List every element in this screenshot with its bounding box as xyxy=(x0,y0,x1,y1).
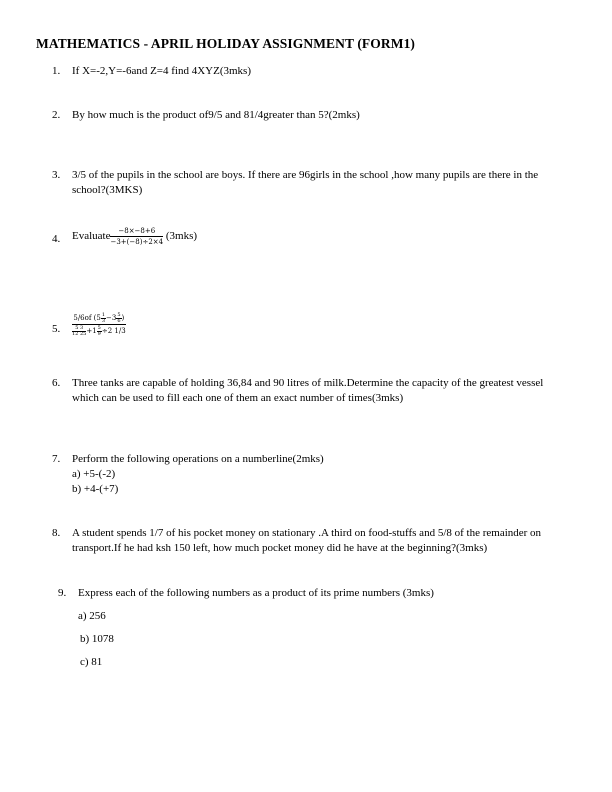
part-b: b) 1078 xyxy=(80,633,114,645)
mini-numerator: 5 3 xyxy=(72,326,86,332)
question-7 xyxy=(52,452,572,497)
fraction-numerator xyxy=(72,312,126,325)
mini-denominator: 6 xyxy=(117,317,121,324)
complex-fraction xyxy=(72,312,126,337)
part-b: b) +4-(+7) xyxy=(72,483,119,495)
question-number: 5. xyxy=(52,323,61,335)
question-expression xyxy=(72,312,572,337)
question-text: A student spends 1/7 of his pocket money on stationary .A third on food-stuffs and 5/8 of the remainder on transport.If he had ksh 150 left, how much pocket money did he have at the beginning?(3mks) xyxy=(72,527,542,554)
question-9 xyxy=(58,586,578,670)
question-2 xyxy=(52,108,572,123)
mini-denominator: 3 xyxy=(101,317,106,324)
question-number: 9. xyxy=(58,587,67,599)
question-number: 8. xyxy=(52,527,61,539)
question-body xyxy=(78,586,578,670)
question-1 xyxy=(52,64,572,79)
close-paren: ) xyxy=(121,314,125,322)
question-number: 1. xyxy=(52,65,61,77)
marks-label: (3mks) xyxy=(165,230,198,243)
evaluate-fraction xyxy=(110,226,163,247)
mini-numerator: 5 xyxy=(97,324,101,331)
question-text xyxy=(72,226,572,247)
question-number: 3. xyxy=(52,169,61,181)
mini-denominator: 12 25 xyxy=(72,330,87,337)
question-number: 6. xyxy=(52,377,61,389)
minus-term: −3 xyxy=(106,314,117,322)
question-text: By how much is the product of9/5 and 81/4greater than 5?(2mks) xyxy=(72,109,360,121)
question-text: Three tanks are capable of holding 36,84 and 90 litres of milk.Determine the capacity of the greatest vessel which can be used to fill each one of them an exact number of times(3mks) xyxy=(72,377,544,404)
question-number: 2. xyxy=(52,109,61,121)
question-number: 7. xyxy=(52,453,61,465)
question-4 xyxy=(52,226,572,247)
question-text: If X=-2,Y=-6and Z=4 find 4XYZ(3mks) xyxy=(72,65,251,77)
question-text: 3/5 of the pupils in the school are boys. If there are 96girls in the school ,how many pupils are there in the school?(3MKS) xyxy=(72,169,539,196)
mini-numerator: 5 xyxy=(117,311,121,318)
numerator-text: 5/6of (5 xyxy=(73,314,101,322)
question-8 xyxy=(52,526,572,556)
question-text: Express each of the following numbers as a product of its prime numbers (3mks) xyxy=(78,587,434,599)
part-a: a) 256 xyxy=(78,610,106,622)
page-title: MATHEMATICS - APRIL HOLIDAY ASSIGNMENT (FORM1) xyxy=(36,36,416,51)
fraction-denominator xyxy=(72,325,126,337)
divide-term: ÷2 1/3 xyxy=(101,327,126,335)
evaluate-label: Evaluate xyxy=(72,230,111,243)
question-6 xyxy=(52,376,572,406)
product-fraction xyxy=(72,326,86,337)
plus-term: +1 xyxy=(86,327,97,335)
question-5 xyxy=(52,312,572,337)
fraction-numerator: −8×−8+6 xyxy=(110,226,163,237)
question-body xyxy=(72,452,572,497)
mini-numerator: 1 xyxy=(101,311,106,318)
mini-denominator: 9 xyxy=(97,330,101,337)
question-3 xyxy=(52,168,572,198)
question-number: 4. xyxy=(52,233,61,245)
question-text: Perform the following operations on a numberline(2mks) xyxy=(72,453,324,465)
fraction-denominator: −3+(−8)÷2×4 xyxy=(110,238,164,246)
part-c: c) 81 xyxy=(80,656,103,668)
part-a: a) +5-(-2) xyxy=(72,468,116,480)
